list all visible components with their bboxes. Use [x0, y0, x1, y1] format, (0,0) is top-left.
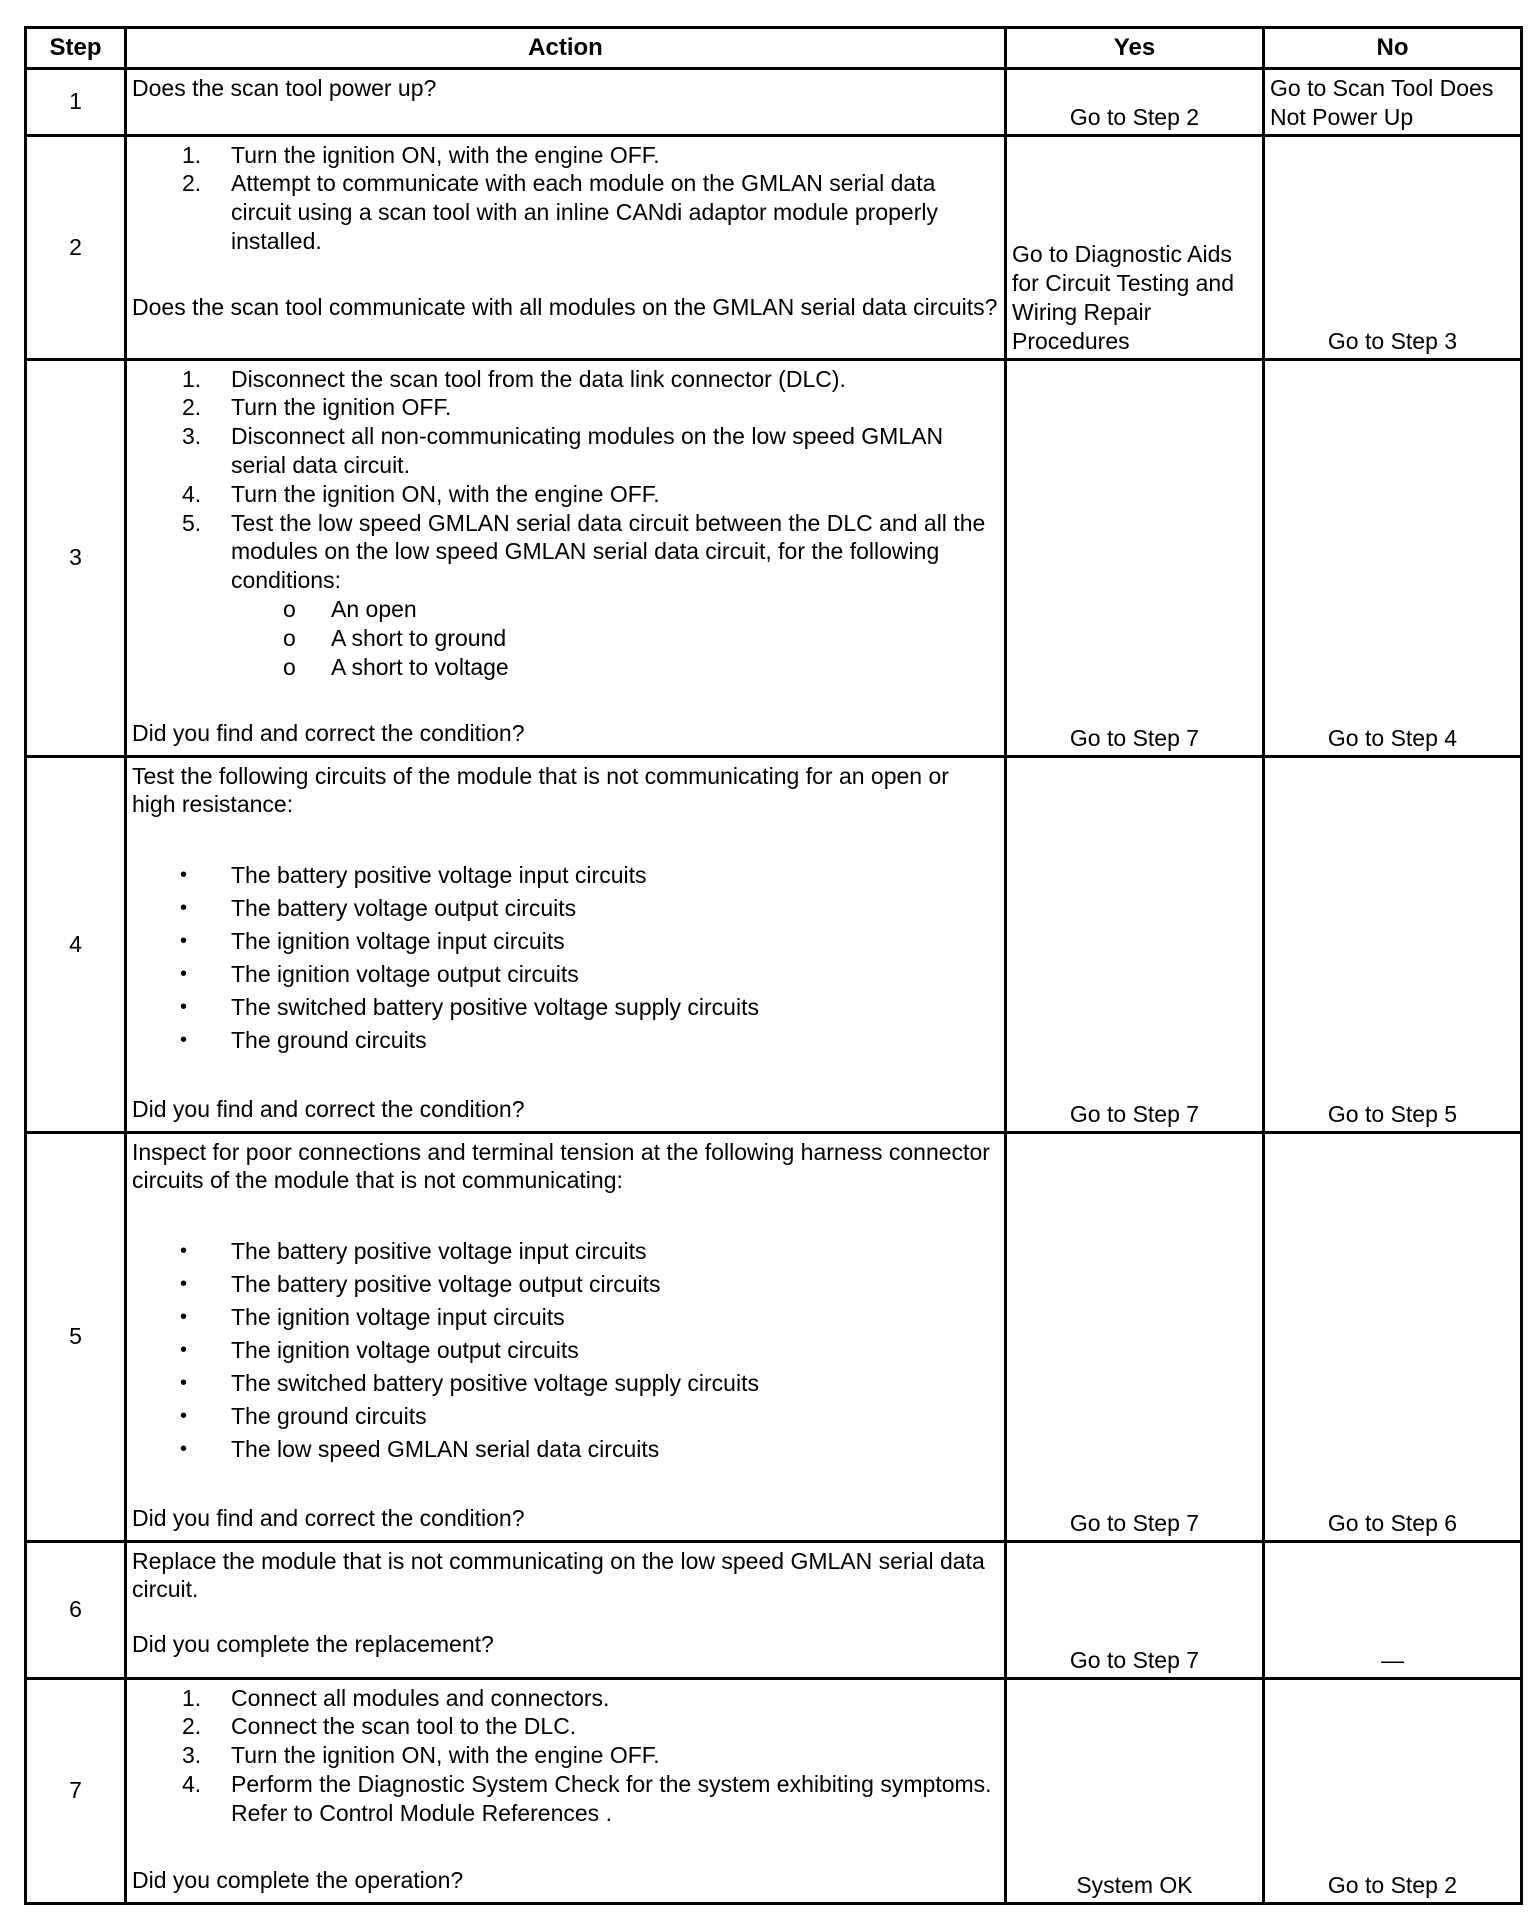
list-item: 1. Turn the ignition ON, with the engine OFF. — [182, 141, 660, 168]
step-number: 3 — [26, 359, 126, 756]
yes-cell: System OK — [1006, 1678, 1264, 1903]
bullet-item: • The ignition voltage output circuits — [180, 1337, 579, 1364]
numbered-list — [132, 141, 998, 256]
bullet-item: • The switched battery positive voltage supply circuits — [180, 1370, 759, 1397]
diagnostic-table — [24, 26, 1523, 1905]
yes-cell: Go to Step 7 — [1006, 756, 1264, 1132]
bullet-list — [132, 1235, 998, 1466]
bullet-item: • The ground circuits — [180, 1403, 427, 1430]
header-row — [26, 28, 1522, 69]
bullet-item: • The switched battery positive voltage supply circuits — [180, 994, 759, 1021]
bullet-list — [132, 859, 998, 1057]
step-number: 7 — [26, 1678, 126, 1903]
bullet-item: • The battery positive voltage input circuits — [180, 862, 647, 889]
sub-list — [231, 595, 998, 681]
step-number: 1 — [26, 69, 126, 136]
yes-cell: Go to Step 7 — [1006, 1132, 1264, 1541]
bullet-item: • The battery positive voltage output circuits — [180, 1271, 661, 1298]
question-text: Did you find and correct the condition? — [132, 720, 525, 747]
table-row — [26, 359, 1522, 756]
table-row — [26, 69, 1522, 136]
question-text: Did you find and correct the condition? — [132, 1505, 525, 1532]
list-item: 2. Turn the ignition OFF. — [182, 394, 452, 421]
step-number: 5 — [26, 1132, 126, 1541]
list-item: 3. Disconnect all non-communicating modules on the low speed GMLAN serial data circuit. — [182, 423, 944, 478]
action-cell — [126, 359, 1006, 756]
yes-cell: Go to Step 2 — [1006, 69, 1264, 136]
header-no: No — [1264, 28, 1522, 69]
numbered-list — [132, 1684, 998, 1828]
bullet-item: • The battery positive voltage input circuits — [180, 1238, 647, 1265]
question-text: Does the scan tool power up? — [132, 75, 437, 101]
no-cell: Go to Step 3 — [1264, 135, 1522, 359]
step-number: 4 — [26, 756, 126, 1132]
action-cell — [126, 756, 1006, 1132]
bullet-item: • The ignition voltage input circuits — [180, 928, 565, 955]
action-cell — [126, 69, 1006, 136]
yes-cell: Go to Diagnostic Aids for Circuit Testing and Wiring Repair Procedures — [1006, 135, 1264, 359]
list-item: 2. Connect the scan tool to the DLC. — [182, 1713, 577, 1740]
table-row — [26, 756, 1522, 1132]
sub-item: o An open — [283, 595, 417, 622]
no-cell: — — [1264, 1541, 1522, 1678]
yes-cell: Go to Step 7 — [1006, 359, 1264, 756]
yes-cell: Go to Step 7 — [1006, 1541, 1264, 1678]
no-cell: Go to Step 5 — [1264, 756, 1522, 1132]
list-item: 5. Test the low speed GMLAN serial data circuit between the DLC and all the modules on the low speed GMLAN serial data circuit, for the following conditions: o An open o A short to ground o A short to voltage — [132, 509, 998, 682]
no-cell: Go to Step 6 — [1264, 1132, 1522, 1541]
no-cell: Go to Step 2 — [1264, 1678, 1522, 1903]
list-item: 2. Attempt to communicate with each module on the GMLAN serial data circuit using a scan tool with an inline CANdi adaptor module properly installed. — [182, 170, 938, 254]
header-step: Step — [26, 28, 126, 69]
question-text: Did you complete the replacement? — [132, 1631, 494, 1658]
list-item: 4. Perform the Diagnostic System Check for the system exhibiting symptoms. Refer to Control Module References . — [182, 1770, 992, 1826]
list-item: 4. Turn the ignition ON, with the engine OFF. — [182, 480, 660, 507]
no-cell: Go to Scan Tool Does Not Power Up — [1264, 69, 1522, 136]
sub-item: o A short to ground — [283, 624, 507, 651]
table-row — [26, 135, 1522, 359]
table-row — [26, 1678, 1522, 1903]
bullet-item: • The battery voltage output circuits — [180, 895, 577, 922]
bullet-item: • The ignition voltage input circuits — [180, 1304, 565, 1331]
no-cell: Go to Step 4 — [1264, 359, 1522, 756]
question-text: Did you find and correct the condition? — [132, 1096, 525, 1123]
list-item: 3. Turn the ignition ON, with the engine OFF. — [182, 1742, 660, 1769]
question-text: Did you complete the operation? — [132, 1866, 464, 1893]
bullet-item: • The ground circuits — [180, 1027, 427, 1054]
action-cell — [126, 135, 1006, 359]
intro-text: Test the following circuits of the module that is not communicating for an open or high resistance: — [132, 762, 949, 818]
list-item: 1. Connect all modules and connectors. — [182, 1684, 610, 1711]
intro-text: Replace the module that is not communicating on the low speed GMLAN serial data circuit. — [132, 1547, 985, 1603]
bullet-item: • The ignition voltage output circuits — [180, 961, 579, 988]
step-number: 6 — [26, 1541, 126, 1678]
action-cell — [126, 1132, 1006, 1541]
table-row — [26, 1541, 1522, 1678]
header-yes: Yes — [1006, 28, 1264, 69]
question-text: Does the scan tool communicate with all modules on the GMLAN serial data circuits? — [132, 293, 998, 320]
action-cell — [126, 1678, 1006, 1903]
table-row — [26, 1132, 1522, 1541]
header-action: Action — [126, 28, 1006, 69]
bullet-item: • The low speed GMLAN serial data circuits — [180, 1436, 660, 1463]
list-item: 1. Disconnect the scan tool from the data link connector (DLC). — [182, 365, 846, 392]
step-number: 2 — [26, 135, 126, 359]
intro-text: Inspect for poor connections and terminal tension at the following harness connector circuits of the module that is not communicating: — [132, 1138, 990, 1194]
numbered-list — [132, 365, 998, 682]
action-cell — [126, 1541, 1006, 1678]
sub-item: o A short to voltage — [283, 653, 509, 680]
